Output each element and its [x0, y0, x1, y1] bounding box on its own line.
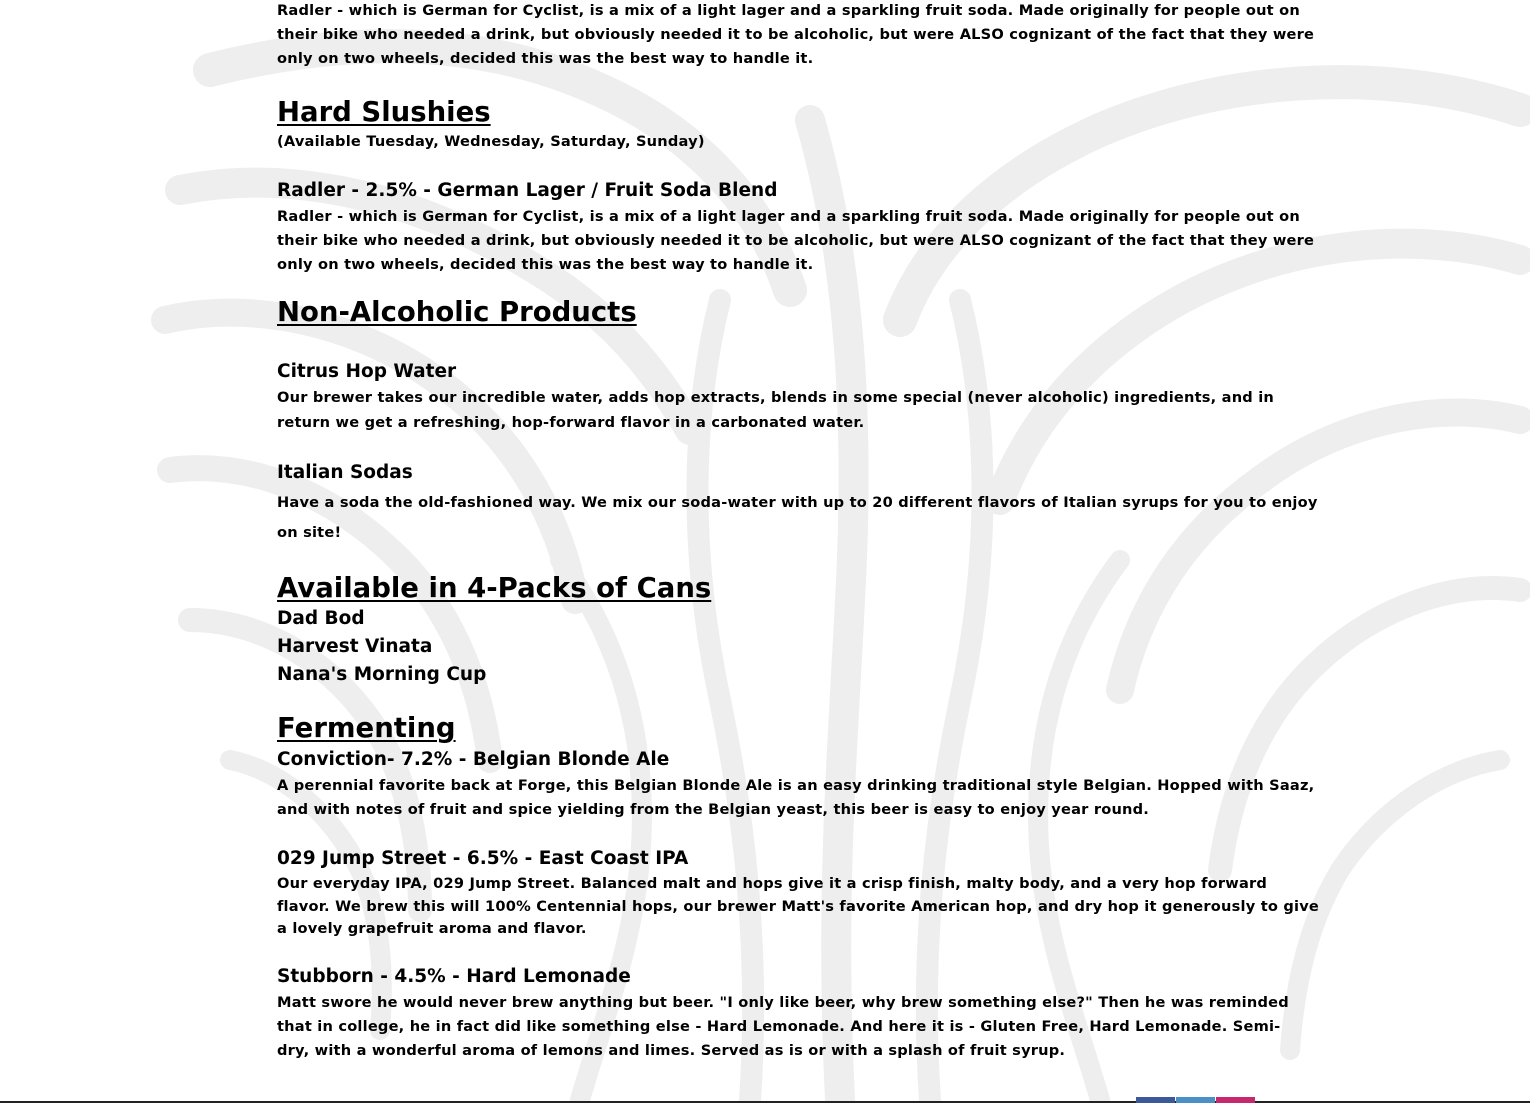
- twitter-icon: [1176, 1097, 1177, 1098]
- section-heading-hard-slushies: Hard Slushies: [277, 96, 491, 128]
- section-heading-cans: Available in 4-Packs of Cans: [277, 572, 712, 604]
- can-item-nanas-morning-cup: Nana's Morning Cup: [277, 664, 487, 685]
- italian-sodas-description-line-1: Have a soda the old-fashioned way. We mix our soda-water with up to 20 different flavors of Italian syrups for you to enjoy: [277, 494, 1318, 511]
- radler-description-line-3: only on two wheels, decided this was the best way to handle it.: [277, 50, 814, 67]
- item-title-conviction: Conviction- 7.2% - Belgian Blonde Ale: [277, 749, 670, 770]
- jump-street-description-line-3: a lovely grapefruit aroma and flavor.: [277, 920, 587, 937]
- stubborn-description-line-3: dry, with a wonderful aroma of lemons and limes. Served as is or with a splash of fruit syrup.: [277, 1042, 1066, 1059]
- facebook-button[interactable]: [1136, 1097, 1175, 1103]
- conviction-description-line-1: A perennial favorite back at Forge, this Belgian Blonde Ale is an easy drinking traditional style Belgian. Hopped with Saaz,: [277, 777, 1315, 794]
- can-item-harvest-vinata: Harvest Vinata: [277, 636, 433, 657]
- item-title-citrus-hop-water: Citrus Hop Water: [277, 361, 457, 382]
- stubborn-description-line-1: Matt swore he would never brew anything but beer. "I only like beer, why brew something else?" Then he was reminded: [277, 994, 1289, 1011]
- instagram-icon: [1216, 1097, 1217, 1098]
- stubborn-description-line-2: that in college, he in fact did like something else - Hard Lemonade. And here it is - Gluten Free, Hard Lemonade. Semi-: [277, 1018, 1281, 1035]
- radler-description-line-2: their bike who needed a drink, but obviously needed it to be alcoholic, but were ALSO cognizant of the fact that they were: [277, 26, 1315, 43]
- radler-description-line-1: Radler - which is German for Cyclist, is a mix of a light lager and a sparkling fruit soda. Made originally for people out on: [277, 2, 1300, 19]
- conviction-description-line-2: and with notes of fruit and spice yielding from the Belgian yeast, this beer is easy to enjoy year round.: [277, 801, 1150, 818]
- section-heading-non-alcoholic: Non-Alcoholic Products: [277, 296, 637, 328]
- item-title-029-jump-street: 029 Jump Street - 6.5% - East Coast IPA: [277, 848, 689, 869]
- item-title-stubborn: Stubborn - 4.5% - Hard Lemonade: [277, 966, 631, 987]
- italian-sodas-description-line-2: on site!: [277, 524, 342, 541]
- item-title-italian-sodas: Italian Sodas: [277, 462, 413, 483]
- jump-street-description-line-1: Our everyday IPA, 029 Jump Street. Balanced malt and hops give it a crisp finish, malty body, and a very hop forward: [277, 875, 1268, 892]
- slushie-radler-description-line-3: only on two wheels, decided this was the best way to handle it.: [277, 256, 814, 273]
- slushie-radler-description-line-1: Radler - which is German for Cyclist, is a mix of a light lager and a sparkling fruit soda. Made originally for people out on: [277, 208, 1300, 225]
- facebook-icon: [1136, 1097, 1137, 1098]
- citrus-hop-water-description-line-1: Our brewer takes our incredible water, adds hop extracts, blends in some special (never alcoholic) ingredients, and in: [277, 389, 1275, 406]
- jump-street-description-line-2: flavor. We brew this will 100% Centennial hops, our brewer Matt's favorite American hop, and dry hop it generously to give: [277, 898, 1320, 915]
- can-item-dad-bod: Dad Bod: [277, 608, 365, 629]
- hard-slushies-availability: (Available Tuesday, Wednesday, Saturday, Sunday): [277, 133, 705, 150]
- item-title-radler: Radler - 2.5% - German Lager / Fruit Soda Blend: [277, 180, 778, 201]
- slushie-radler-description-line-2: their bike who needed a drink, but obviously needed it to be alcoholic, but were ALSO cognizant of the fact that they were: [277, 232, 1315, 249]
- instagram-button[interactable]: [1216, 1097, 1255, 1103]
- citrus-hop-water-description-line-2: return we get a refreshing, hop-forward flavor in a carbonated water.: [277, 414, 865, 431]
- section-heading-fermenting: Fermenting: [277, 712, 456, 744]
- twitter-button[interactable]: [1176, 1097, 1215, 1103]
